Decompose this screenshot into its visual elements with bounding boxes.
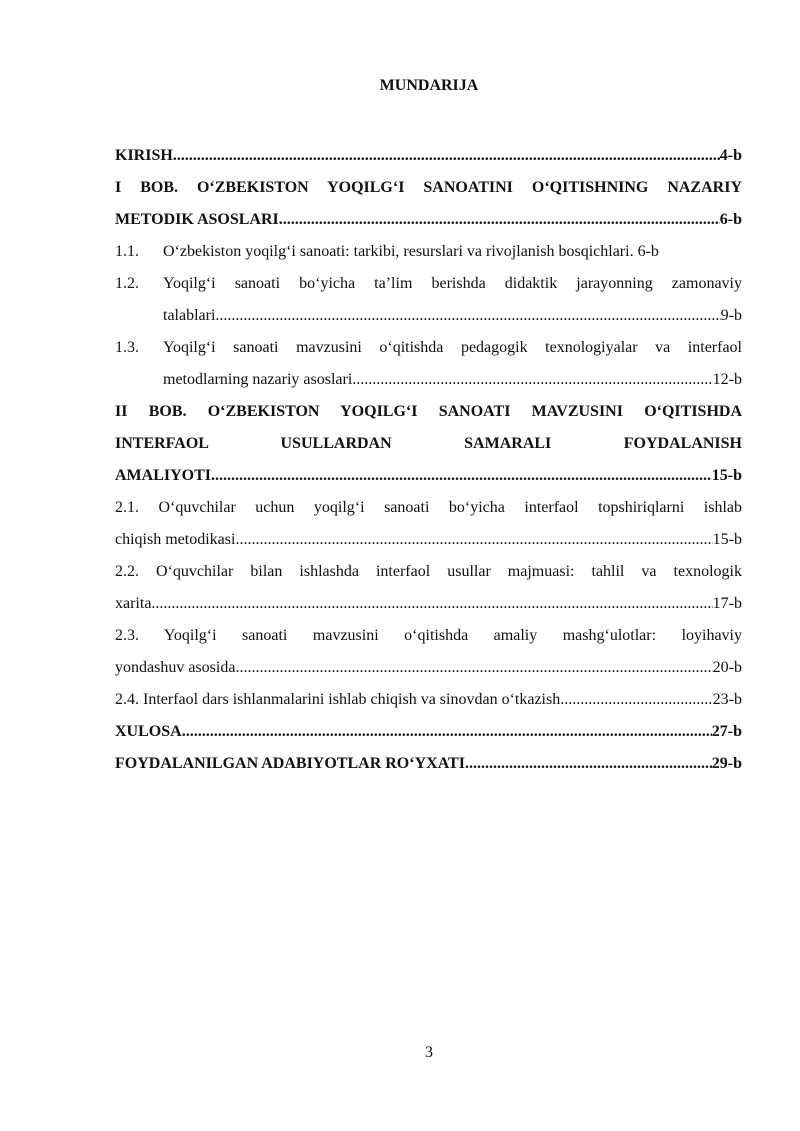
toc-page-number: 23-b xyxy=(712,691,742,708)
toc-page-number: 17-b xyxy=(712,595,742,612)
toc-entry-1-3: 1.3. Yoqilg‘i sanoati mavzusini o‘qitishda pedagogik texnologiyalar va interfaol xyxy=(115,339,742,356)
toc-page-number: 29-b xyxy=(711,755,742,772)
toc-entry-adabiyotlar: FOYDALANILGAN ADABIYOTLAR RO‘YXATI ..... 29-b xyxy=(115,748,742,780)
toc-entry-1-2: 1.2. Yoqilg‘i sanoati bo‘yicha ta’lim berishda didaktik jarayonning zamonaviy xyxy=(115,275,742,292)
toc-entry-2-3-cont: yondashuv asosida ..... 20-b xyxy=(115,652,742,684)
toc-entry-1-1: 1.1. O‘zbekiston yoqilg‘i sanoati: tarkibi, resurslari va rivojlanish bosqichlari. 6-b xyxy=(115,243,659,260)
toc-entry-2-1: 2.1. O‘quvchilar uchun yoqilg‘i sanoati bo‘yicha interfaol topshiriqlarni ishlab xyxy=(115,499,742,516)
toc-page-number: 4-b xyxy=(719,147,742,164)
toc-page-number: 27-b xyxy=(711,723,742,740)
page-title: MUNDARIJA xyxy=(379,77,479,94)
page-number: 3 xyxy=(425,1044,433,1061)
toc-entry-2-2-cont: xarita ..... 17-b xyxy=(115,588,742,620)
toc-entry-bob2-cont: AMALIYOTI ..... 15-b xyxy=(115,460,742,492)
toc-entry-bob2: II BOB. O‘ZBEKISTON YOQILG‘I SANOATI MAVZUSINI O‘QITISHDA xyxy=(115,403,742,420)
toc-page-number: 15-b xyxy=(711,467,742,484)
toc-entry-2-4: 2.4. Interfaol dars ishlanmalarini ishlab chiqish va sinovdan o‘tkazish ..... 23-b xyxy=(115,684,742,716)
toc-entry-1-2-cont: talablari ..... 9-b xyxy=(115,300,742,332)
toc-entry-bob2-line2: INTERFAOL USULLARDAN SAMARALI FOYDALANISH xyxy=(115,435,742,452)
toc-entry-xulosa: XULOSA ..... 27-b xyxy=(115,716,742,748)
toc-page-number: 12-b xyxy=(712,371,742,388)
toc-entry-2-3: 2.3. Yoqilg‘i sanoati mavzusini o‘qitishda amaliy mashg‘ulotlar: loyihaviy xyxy=(115,627,742,644)
toc-page-number: 15-b xyxy=(712,531,742,548)
toc-entry-2-1-cont: chiqish metodikasi ..... 15-b xyxy=(115,524,742,556)
toc-page-number: 20-b xyxy=(712,659,742,676)
toc-entry-kirish: KIRISH ..... 4-b xyxy=(115,140,742,172)
toc-entry-bob1-cont: METODIK ASOSLARI ..... 6-b xyxy=(115,204,742,236)
toc-entry-bob1: I BOB. O‘ZBEKISTON YOQILG‘I SANOATINI O‘QITISHNING NAZARIY xyxy=(115,179,742,196)
toc-page-number: 9-b xyxy=(720,307,742,324)
toc-entry-2-2: 2.2. O‘quvchilar bilan ishlashda interfaol usullar majmuasi: tahlil va texnologik xyxy=(115,563,742,580)
toc-page-number: 6-b xyxy=(719,211,742,228)
table-of-contents xyxy=(115,140,742,780)
toc-entry-1-3-cont: metodlarning nazariy asoslari ..... 12-b xyxy=(115,364,742,396)
